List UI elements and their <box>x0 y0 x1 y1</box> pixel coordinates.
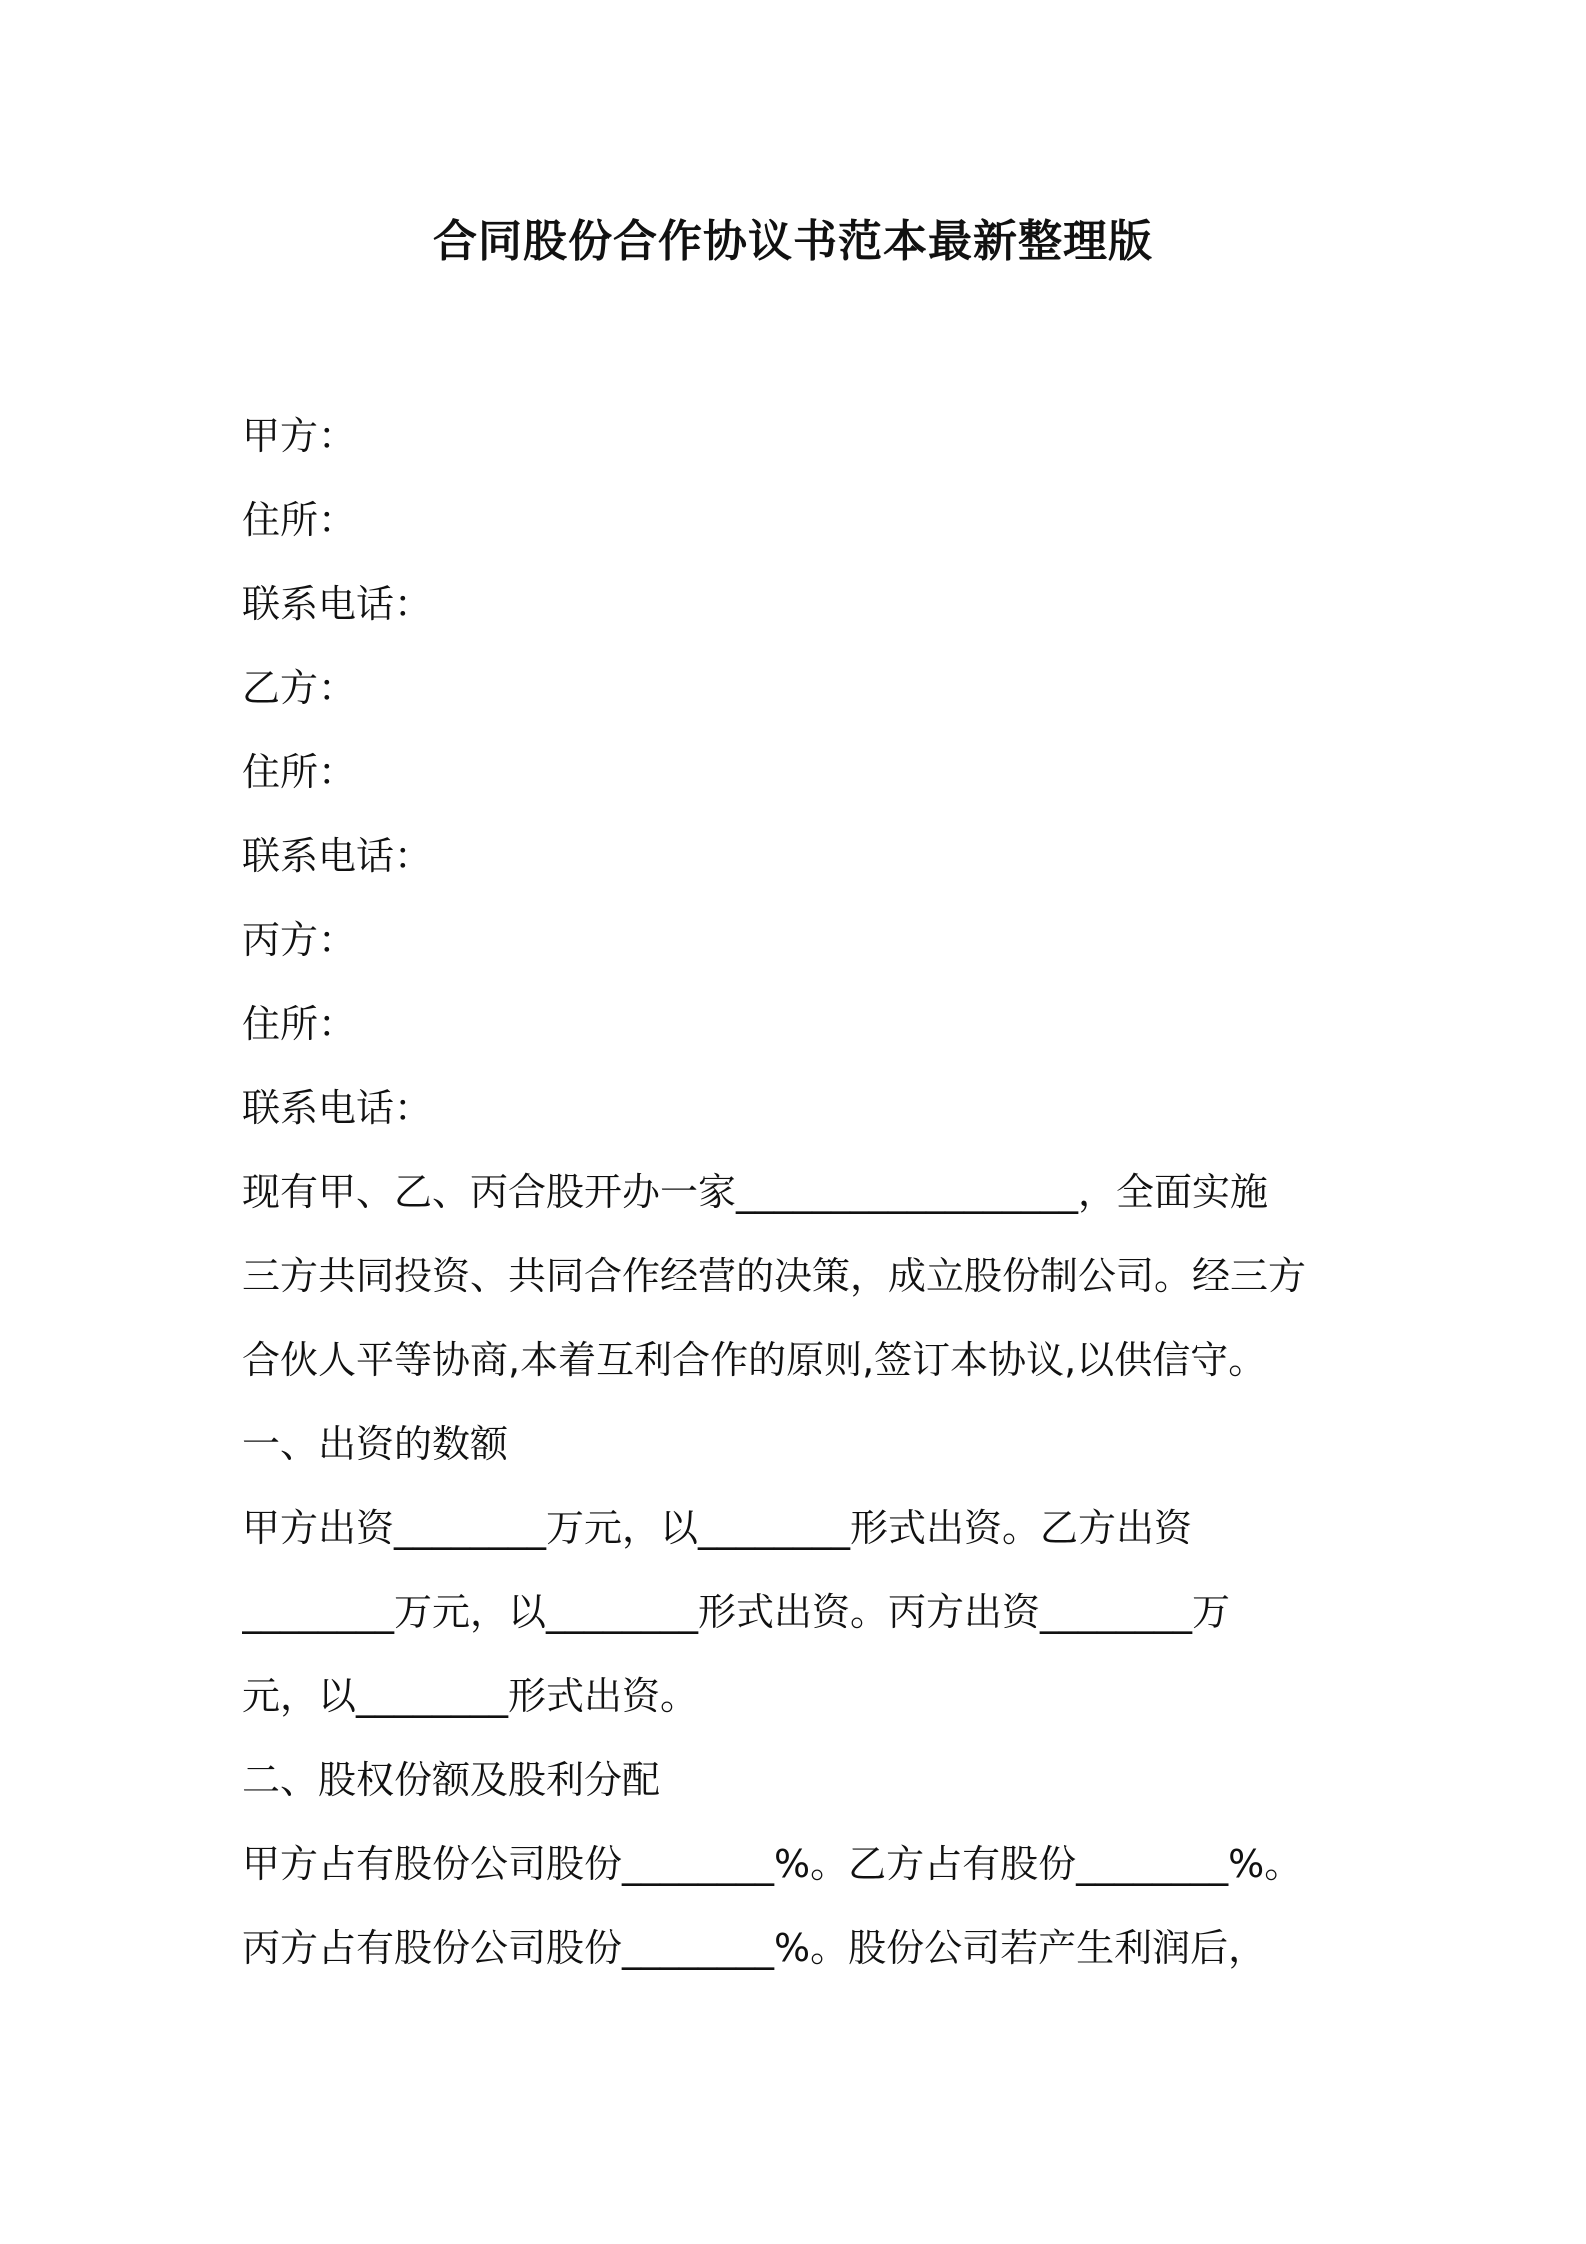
party-c-label: 丙方： <box>242 918 357 962</box>
party-a-label: 甲方： <box>242 414 357 458</box>
section-line: 丙方占有股份公司股份________%。股份公司若产生利润后， <box>242 1926 1267 1970</box>
section-capital <box>242 1402 1362 1738</box>
section-line: 元，以________形式出资。 <box>242 1674 699 1718</box>
section-line: ________万元，以________形式出资。丙方出资________万 <box>242 1590 1231 1634</box>
party-a-address-label: 住所： <box>242 498 357 542</box>
party-a-phone-label: 联系电话： <box>242 582 433 626</box>
section-equity <box>242 1738 1362 1990</box>
section-line: 甲方占有股份公司股份________%。乙方占有股份________%。 <box>242 1842 1303 1886</box>
party-info-block <box>242 394 1362 1150</box>
intro-line: 现有甲、乙、丙合股开办一家__________________，全面实施 <box>242 1170 1269 1214</box>
party-b-label: 乙方： <box>242 666 357 710</box>
intro-paragraph <box>242 1150 1362 1402</box>
party-b-phone-label: 联系电话： <box>242 834 433 878</box>
intro-line: 合伙人平等协商,本着互利合作的原则,签订本协议,以供信守。 <box>242 1338 1267 1382</box>
section-line: 甲方出资________万元，以________形式出资。乙方出资 <box>242 1506 1193 1550</box>
party-c-address-label: 住所： <box>242 1002 357 1046</box>
party-b-address-label: 住所： <box>242 750 357 794</box>
party-c-phone-label: 联系电话： <box>242 1086 433 1130</box>
intro-line: 三方共同投资、共同合作经营的决策，成立股份制公司。经三方 <box>242 1254 1307 1298</box>
section-heading: 一、出资的数额 <box>242 1422 509 1466</box>
section-heading: 二、股权份额及股利分配 <box>242 1758 661 1802</box>
document-title: 合同股份合作协议书范本最新整理版 <box>433 216 1153 267</box>
